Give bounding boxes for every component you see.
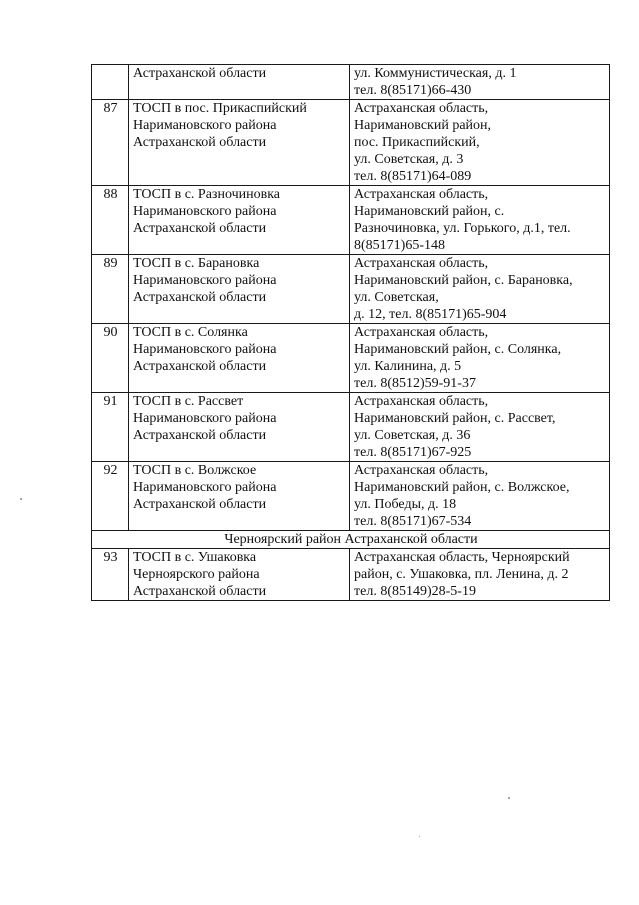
office-address-line: район, с. Ушаковка, пл. Ленина, д. 2 [354,567,569,582]
office-name-line: Наримановского района [133,411,277,426]
office-address-line: 8(85171)65-148 [354,238,445,253]
office-address-line: Наримановский район, с. Волжское, [354,480,570,495]
office-address-cell [350,393,610,462]
table-row [92,186,610,255]
row-number: 90 [92,324,129,393]
office-name-line: Астраханской области [133,497,267,512]
office-name-cell [129,255,350,324]
office-address-line: Разночиновка, ул. Горького, д.1, тел. [354,221,571,236]
row-number: 87 [92,100,129,186]
office-name-line: ТОСП в с. Барановка [133,256,260,271]
office-address-line: ул. Советская, д. 36 [354,428,471,443]
office-name-cell [129,324,350,393]
office-address-line: тел. 8(85171)66-430 [354,83,472,98]
office-name-line: Астраханской области [133,221,267,236]
office-address-line: тел. 8(85149)28-5-19 [354,584,476,599]
office-name-cell [129,65,350,100]
office-address-line: тел. 8(8512)59-91-37 [354,376,476,391]
row-number: 88 [92,186,129,255]
office-name-line: Астраханской области [133,66,267,81]
row-number: 89 [92,255,129,324]
scan-speck [419,836,420,837]
office-name-cell [129,462,350,531]
office-name-line: ТОСП в с. Волжское [133,463,257,478]
section-row [92,531,610,549]
office-name-line: ТОСП в с. Солянка [133,325,248,340]
office-name-line: Наримановского района [133,273,277,288]
office-name-line: ТОСП в с. Рассвет [133,394,244,409]
office-address-line: Наримановский район, с. [354,204,505,219]
table-row [92,462,610,531]
office-address-line: ул. Советская, д. 3 [354,152,464,167]
office-address-line: д. 12, тел. 8(85171)65-904 [354,307,507,322]
office-name-line: Наримановского района [133,480,277,495]
office-address-line: Наримановский район, с. Рассвет, [354,411,556,426]
table-row [92,255,610,324]
office-name-cell [129,549,350,601]
office-address-cell [350,186,610,255]
row-number [92,65,129,100]
office-name-line: Астраханской области [133,290,267,305]
table-row [92,393,610,462]
office-address-line: Астраханская область, [354,325,489,340]
office-address-cell [350,255,610,324]
table-row [92,100,610,186]
office-name-line: Астраханской области [133,135,267,150]
office-address-cell [350,462,610,531]
office-name-line: Астраханской области [133,428,267,443]
table-row [92,65,610,100]
office-name-line: ТОСП в с. Разночиновка [133,187,281,202]
office-name-cell [129,100,350,186]
office-address-line: пос. Прикаспийский, [354,135,480,150]
office-address-cell [350,65,610,100]
office-address-line: Астраханская область, [354,187,489,202]
scan-speck [20,498,22,500]
office-address-line: Астраханская область, [354,256,489,271]
row-number: 93 [92,549,129,601]
office-address-line: Астраханская область, Черноярский [354,550,570,565]
office-name-line: ТОСП в пос. Прикаспийский [133,101,307,116]
office-name-line: Астраханской области [133,584,267,599]
offices-table [91,64,610,601]
office-address-line: Астраханская область, [354,394,489,409]
offices-table-body [92,65,610,601]
row-number: 91 [92,393,129,462]
office-address-line: Астраханская область, [354,101,489,116]
table-row [92,549,610,601]
office-address-cell [350,549,610,601]
office-address-line: Наримановский район, с. Солянка, [354,342,562,357]
office-address-line: тел. 8(85171)67-925 [354,445,472,460]
office-name-cell [129,186,350,255]
office-address-line: Астраханская область, [354,463,489,478]
office-name-line: Наримановского района [133,342,277,357]
office-address-line: Наримановский район, [354,118,492,133]
office-name-line: Наримановского района [133,118,277,133]
office-address-line: ул. Советская, [354,290,439,305]
office-name-line: Черноярского района [133,567,260,582]
office-name-line: Астраханской области [133,359,267,374]
row-number: 92 [92,462,129,531]
table-row [92,324,610,393]
office-address-cell [350,100,610,186]
office-name-line: Наримановского района [133,204,277,219]
office-name-cell [129,393,350,462]
office-address-line: Наримановский район, с. Барановка, [354,273,573,288]
office-address-line: ул. Коммунистическая, д. 1 [354,66,517,81]
office-address-line: тел. 8(85171)64-089 [354,169,472,184]
office-address-line: тел. 8(85171)67-534 [354,514,472,529]
section-heading: Черноярский район Астраханской области [92,531,610,549]
scan-speck [508,797,510,799]
office-address-line: ул. Победы, д. 18 [354,497,457,512]
office-address-cell [350,324,610,393]
office-address-line: ул. Калинина, д. 5 [354,359,462,374]
office-name-line: ТОСП в с. Ушаковка [133,550,257,565]
